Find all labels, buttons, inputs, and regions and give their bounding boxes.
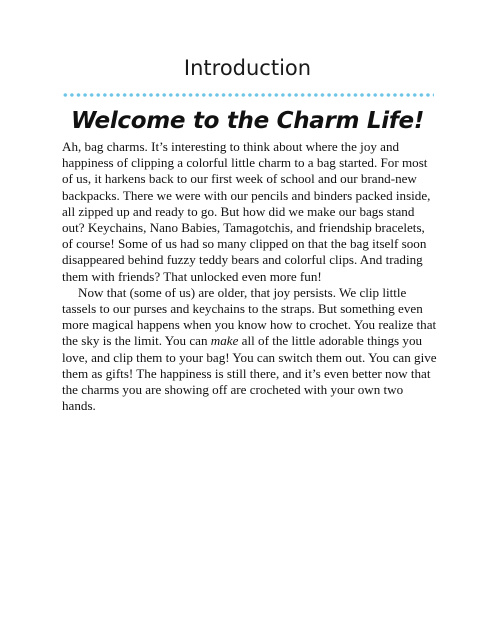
paragraph-1: Ah, bag charms. It’s interesting to think about where the joy and happiness of clipping a colorful little charm to a bag started. For most of us, it harkens back to our first week of school and our brand-new backpacks. There we were with our pencils and binders packed inside, all zipped up and ready to go. But how did we make our bags stand out? Keychains, Nano Babies, Tamagotchis, and friendship bracelets, of course! Some of us had so many clipped on that the bag itself soon disappeared behind fuzzy teddy bears and colorful clips. And trading them with friends? That unlocked even more fun! bbox=[62, 139, 431, 284]
paragraph-2-part-2: all of the little adorable things you love, and clip them to your bag! You can switch them out. You can give them as gifts! The happiness is still there, and it’s even better now that the charms you are showing off are crocheted with your own two hands. bbox=[62, 333, 437, 414]
body-text bbox=[62, 139, 438, 414]
paragraph-2-emphasis: make bbox=[210, 333, 239, 349]
section-title: Introduction bbox=[183, 56, 312, 80]
dotted-divider bbox=[62, 92, 434, 98]
paragraph-2 bbox=[62, 285, 438, 415]
chapter-headline: Welcome to the Charm Life! bbox=[70, 108, 425, 134]
paragraph-2-part-1: Now that (some of us) are older, that joy persists. We clip little tassels to our purses and keychains to the straps. But something even more magical happens when you know how to crochet. You realize that the sky is the limit. You can bbox=[62, 284, 437, 349]
